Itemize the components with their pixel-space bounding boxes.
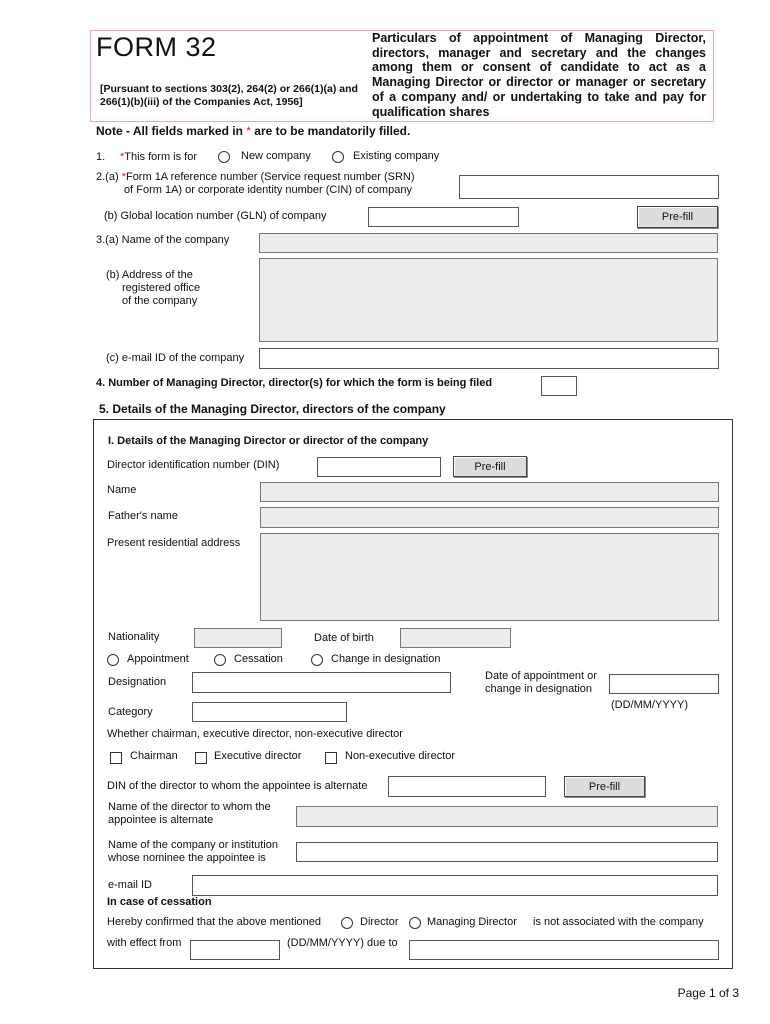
company-name-field[interactable] <box>259 233 718 253</box>
q1-number: 1. <box>96 151 106 163</box>
alternate-din-input[interactable] <box>388 776 546 797</box>
company-email-label: (c) e-mail ID of the company <box>106 352 245 364</box>
gln-prefill-button[interactable]: Pre-fill <box>637 206 718 228</box>
non-executive-director-checkbox[interactable] <box>325 752 337 764</box>
dob-label: Date of birth <box>314 632 374 644</box>
existing-company-radio[interactable] <box>332 151 344 163</box>
din-prefill-button[interactable]: Pre-fill <box>453 456 527 477</box>
alternate-name-field[interactable] <box>296 806 718 827</box>
srn-cin-input[interactable] <box>459 175 719 199</box>
cessation-radio[interactable] <box>214 654 226 666</box>
non-executive-director-label: Non-executive director <box>345 750 456 762</box>
nationality-field[interactable] <box>194 628 282 648</box>
form-particulars-text: Particulars of appointment of Managing Director, directors, manager and secretary and the changes among them or consent of candidate to act as a Managing Director or director or manager or secretary of a company and/ or undertaking to take and pay for qualification shares <box>372 31 706 119</box>
cessation-director-label: Director <box>360 916 399 928</box>
company-email-input[interactable] <box>259 348 719 369</box>
form-title: FORM 32 <box>96 32 217 62</box>
q1-label: *This form is for <box>120 151 198 163</box>
alternate-prefill-button[interactable]: Pre-fill <box>564 776 645 797</box>
cessation-md-label: Managing Director <box>427 916 517 928</box>
din-label: Director identification number (DIN) <box>107 459 280 471</box>
executive-director-label: Executive director <box>214 750 302 762</box>
due-to-label: (DD/MM/YYYY) due to <box>287 937 398 949</box>
number-of-directors-input[interactable] <box>541 376 577 396</box>
section-5-title: 5. Details of the Managing Director, directors of the company <box>99 402 446 416</box>
effect-from-input[interactable] <box>190 940 280 960</box>
category-input[interactable] <box>192 702 347 722</box>
designation-label: Designation <box>108 676 167 688</box>
form-pursuant-text: [Pursuant to sections 303(2), 264(2) or 266(1)(a) and 266(1)(b)(iii) of the Companies Act, 1956] <box>100 83 358 108</box>
fathers-name-field[interactable] <box>260 507 719 528</box>
chairman-checkbox[interactable] <box>110 752 122 764</box>
q2a-label: 2.(a) *Form 1A reference number (Service request number (SRN) <box>96 171 415 183</box>
date-appointment-input[interactable] <box>609 674 719 694</box>
new-company-radio[interactable] <box>218 151 230 163</box>
nominee-input[interactable] <box>296 842 718 862</box>
alternate-din-label: DIN of the director to whom the appointee is alternate <box>107 780 368 792</box>
new-company-label: New company <box>241 150 311 162</box>
registered-address-field[interactable] <box>259 258 718 342</box>
mandatory-note: Note - All fields marked in * are to be mandatorily filled. <box>96 124 411 138</box>
date-format-hint: (DD/MM/YYYY) <box>611 699 688 711</box>
name-label: Name <box>107 484 137 496</box>
appointment-radio[interactable] <box>107 654 119 666</box>
director-email-input[interactable] <box>192 875 718 896</box>
director-email-label: e-mail ID <box>108 879 153 891</box>
date-appointment-label-line2: change in designation <box>485 683 593 695</box>
director-type-question: Whether chairman, executive director, non-executive director <box>107 728 403 740</box>
director-details-subtitle: I. Details of the Managing Director or director of the company <box>108 435 429 447</box>
cessation-label: Cessation <box>234 653 283 665</box>
din-input[interactable] <box>317 457 441 477</box>
dob-field[interactable] <box>400 628 511 648</box>
gln-label: (b) Global location number (GLN) of company <box>104 210 327 222</box>
nationality-label: Nationality <box>108 631 160 643</box>
fathers-name-label: Father's name <box>108 510 178 522</box>
existing-company-label: Existing company <box>353 150 440 162</box>
director-name-field[interactable] <box>260 482 719 502</box>
required-star: * <box>246 124 251 138</box>
change-designation-radio[interactable] <box>311 654 323 666</box>
alternate-name-label-line1: Name of the director to whom the <box>108 801 271 813</box>
residential-address-field[interactable] <box>260 533 719 621</box>
change-designation-label: Change in designation <box>331 653 441 665</box>
designation-input[interactable] <box>192 672 451 693</box>
due-to-input[interactable] <box>409 940 719 960</box>
q2a-label-line2: of Form 1A) or corporate identity number (CIN) of company <box>124 184 412 196</box>
nominee-label-line1: Name of the company or institution <box>108 839 278 851</box>
executive-director-checkbox[interactable] <box>195 752 207 764</box>
number-of-directors-label: 4. Number of Managing Director, director(s) for which the form is being filed <box>96 377 493 389</box>
effect-from-label: with effect from <box>107 937 182 949</box>
address-label-line1: (b) Address of the <box>106 269 193 281</box>
appointment-label: Appointment <box>127 653 189 665</box>
date-appointment-label-line1: Date of appointment or <box>485 670 597 682</box>
residential-address-label: Present residential address <box>107 537 241 549</box>
page-number: Page 1 of 3 <box>677 986 739 1000</box>
nominee-label-line2: whose nominee the appointee is <box>108 852 266 864</box>
cessation-md-radio[interactable] <box>409 917 421 929</box>
not-associated-label: is not associated with the company <box>533 916 704 928</box>
gln-input[interactable] <box>368 207 519 227</box>
cessation-heading: In case of cessation <box>107 896 212 908</box>
company-name-label: 3.(a) Name of the company <box>96 234 230 246</box>
chairman-label: Chairman <box>130 750 178 762</box>
confirm-label: Hereby confirmed that the above mentioned <box>107 916 322 928</box>
address-label-line3: of the company <box>122 295 198 307</box>
category-label: Category <box>108 706 153 718</box>
alternate-name-label-line2: appointee is alternate <box>108 814 214 826</box>
cessation-director-radio[interactable] <box>341 917 353 929</box>
address-label-line2: registered office <box>122 282 201 294</box>
